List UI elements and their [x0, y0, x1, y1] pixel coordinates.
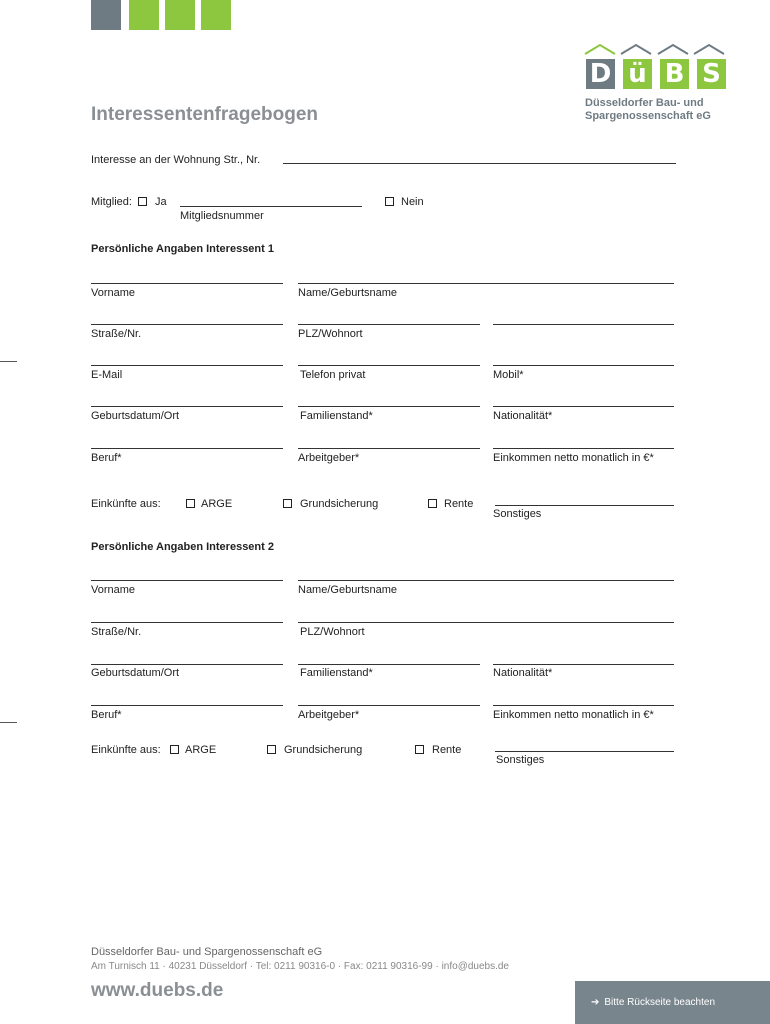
deco-square-gray — [91, 0, 121, 30]
p1-beruf-field[interactable] — [91, 448, 283, 449]
p1-arbeitgeber-field[interactable] — [298, 448, 480, 449]
p2-nationalitaet-label: Nationalität* — [493, 667, 553, 679]
logo-letter-b: B — [660, 59, 689, 89]
footer-address: Am Turnisch 11 · 40231 Düsseldorf · Tel: 0211 90316-0 · Fax: 0211 90316-99 · info@duebs.de — [91, 961, 509, 972]
arrow-right-icon: ➔ — [591, 997, 600, 1008]
logo-letter-d: D — [586, 59, 615, 89]
p2-plz-label: PLZ/Wohnort — [300, 626, 365, 638]
deco-square-green-1 — [129, 0, 159, 30]
p2-rente-label: Rente — [432, 744, 462, 756]
p1-sonstiges-field[interactable] — [495, 505, 674, 506]
member-yes-checkbox[interactable] — [138, 197, 147, 206]
p1-mobil-field[interactable] — [493, 365, 674, 366]
logo-line-2: Spargenossenschaft eG — [585, 110, 711, 122]
fold-mark-2 — [0, 722, 17, 723]
deco-square-green-3 — [201, 0, 231, 30]
p1-grundsicherung-label: Grundsicherung — [300, 498, 379, 510]
p2-vorname-label: Vorname — [91, 584, 136, 596]
p2-arbeitgeber-field[interactable] — [298, 705, 480, 706]
p1-nationalitaet-label: Nationalität* — [493, 410, 553, 422]
p1-einkommen-field[interactable] — [493, 448, 674, 449]
interest-field[interactable] — [283, 163, 676, 164]
p1-arge-label: ARGE — [201, 498, 233, 510]
p1-einkuenfte-label: Einkünfte aus: — [91, 498, 161, 510]
p2-arge-checkbox[interactable] — [170, 745, 179, 754]
p2-arge-label: ARGE — [185, 744, 217, 756]
p2-beruf-field[interactable] — [91, 705, 283, 706]
p2-sonstiges-label: Sonstiges — [496, 754, 545, 766]
p2-einkommen-label: Einkommen netto monatlich in €* — [493, 709, 654, 721]
deco-square-green-2 — [165, 0, 195, 30]
member-label: Mitglied: — [91, 196, 132, 208]
p2-grundsicherung-label: Grundsicherung — [284, 744, 363, 756]
p2-familienstand-field[interactable] — [298, 664, 480, 665]
logo-line-1: Düsseldorfer Bau- und — [585, 97, 704, 109]
p2-einkuenfte-label: Einkünfte aus: — [91, 744, 161, 756]
person1-heading: Persönliche Angaben Interessent 1 — [91, 243, 274, 255]
p1-vorname-field[interactable] — [91, 283, 283, 284]
fold-mark-1 — [0, 361, 17, 362]
roof-icons — [584, 42, 726, 56]
p2-nationalitaet-field[interactable] — [493, 664, 674, 665]
p2-rente-checkbox[interactable] — [415, 745, 424, 754]
p2-vorname-field[interactable] — [91, 580, 283, 581]
p1-rente-checkbox[interactable] — [428, 499, 437, 508]
p1-extra-field[interactable] — [493, 324, 674, 325]
p2-geburtsdatum-field[interactable] — [91, 664, 283, 665]
p1-grundsicherung-checkbox[interactable] — [283, 499, 292, 508]
member-number-field[interactable] — [180, 206, 362, 207]
p1-arbeitgeber-label: Arbeitgeber* — [298, 452, 360, 464]
footer-website[interactable]: www.duebs.de — [91, 980, 224, 1001]
p1-email-field[interactable] — [91, 365, 283, 366]
p1-strasse-field[interactable] — [91, 324, 283, 325]
p1-telefon-field[interactable] — [298, 365, 480, 366]
p2-familienstand-label: Familienstand* — [300, 667, 373, 679]
logo-letter-ue: ü — [623, 59, 652, 89]
p1-name-label: Name/Geburtsname — [298, 287, 398, 299]
p2-strasse-field[interactable] — [91, 622, 283, 623]
p2-sonstiges-field[interactable] — [495, 751, 674, 752]
member-yes-label: Ja — [155, 196, 167, 208]
p1-plz-field[interactable] — [298, 324, 480, 325]
p1-telefon-label: Telefon privat — [300, 369, 366, 381]
p1-vorname-label: Vorname — [91, 287, 136, 299]
interest-label: Interesse an der Wohnung Str., Nr. — [91, 154, 261, 166]
p2-name-label: Name/Geburtsname — [298, 584, 398, 596]
p1-nationalitaet-field[interactable] — [493, 406, 674, 407]
page-title: Interessentenfragebogen — [91, 104, 318, 125]
person2-heading: Persönliche Angaben Interessent 2 — [91, 541, 274, 553]
p1-email-label: E-Mail — [91, 369, 123, 381]
p1-beruf-label: Beruf* — [91, 452, 122, 464]
p1-strasse-label: Straße/Nr. — [91, 328, 142, 340]
p2-name-field[interactable] — [298, 580, 674, 581]
p2-plz-field[interactable] — [298, 622, 674, 623]
member-no-checkbox[interactable] — [385, 197, 394, 206]
p1-plz-label: PLZ/Wohnort — [298, 328, 363, 340]
p2-einkommen-field[interactable] — [493, 705, 674, 706]
p1-geburtsdatum-label: Geburtsdatum/Ort — [91, 410, 180, 422]
back-note-text: Bitte Rückseite beachten — [604, 997, 716, 1008]
p1-sonstiges-label: Sonstiges — [493, 508, 542, 520]
p1-familienstand-label: Familienstand* — [300, 410, 373, 422]
p2-grundsicherung-checkbox[interactable] — [267, 745, 276, 754]
p1-rente-label: Rente — [444, 498, 474, 510]
p1-einkommen-label: Einkommen netto monatlich in €* — [493, 452, 654, 464]
back-note-banner — [575, 981, 770, 1024]
p1-arge-checkbox[interactable] — [186, 499, 195, 508]
p2-strasse-label: Straße/Nr. — [91, 626, 142, 638]
p2-geburtsdatum-label: Geburtsdatum/Ort — [91, 667, 180, 679]
p1-geburtsdatum-field[interactable] — [91, 406, 283, 407]
footer-company: Düsseldorfer Bau- und Spargenossenschaft eG — [91, 946, 323, 958]
logo-letter-s: S — [697, 59, 726, 89]
member-no-label: Nein — [401, 196, 424, 208]
p1-mobil-label: Mobil* — [493, 369, 524, 381]
p1-name-field[interactable] — [298, 283, 674, 284]
member-number-label: Mitgliedsnummer — [180, 210, 264, 222]
p1-familienstand-field[interactable] — [298, 406, 480, 407]
p2-arbeitgeber-label: Arbeitgeber* — [298, 709, 360, 721]
p2-beruf-label: Beruf* — [91, 709, 122, 721]
